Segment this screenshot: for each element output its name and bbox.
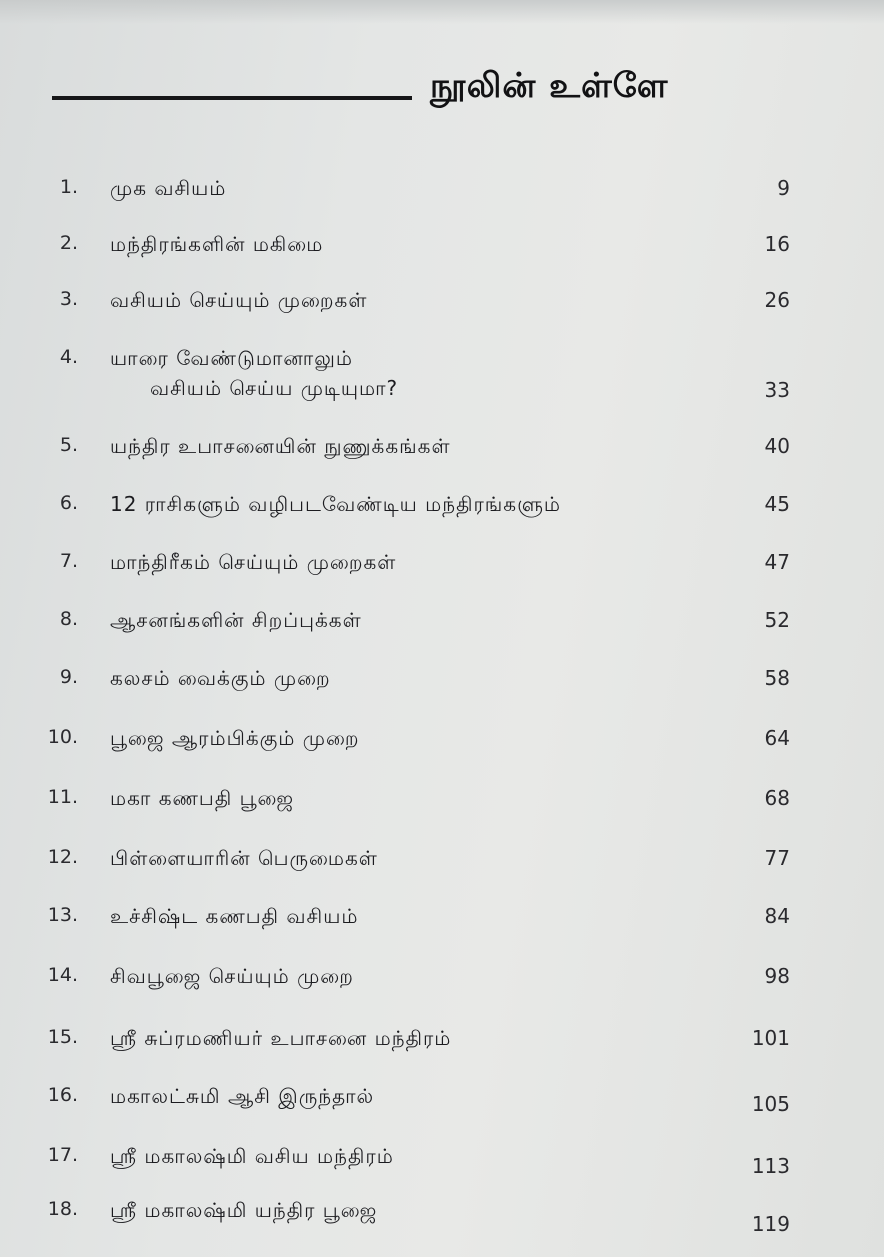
entry-title: யாரை வேண்டுமானாலும் — [110, 346, 353, 370]
toc-entry — [0, 550, 884, 590]
entry-page: 40 — [764, 434, 790, 458]
entry-title: ஸ்ரீ மகாலஷ்மி யந்திர பூஜை — [110, 1198, 378, 1222]
toc-entry — [0, 232, 884, 272]
entry-title: பூஜை ஆரம்பிக்கும் முறை — [110, 726, 360, 750]
toc-entry — [0, 666, 884, 706]
entry-number: 14. — [47, 964, 78, 986]
toc-entry — [0, 846, 884, 886]
entry-title: ஸ்ரீ சுப்ரமணியர் உபாசனை மந்திரம் — [110, 1026, 452, 1050]
entry-number: 8. — [59, 608, 78, 630]
entry-title: 12 ராசிகளும் வழிபடவேண்டிய மந்திரங்களும் — [110, 492, 561, 516]
entry-number: 11. — [47, 786, 78, 808]
entry-number: 9. — [59, 666, 78, 688]
entry-page: 68 — [764, 786, 790, 810]
page-title: நூலின் உள்ளே — [430, 66, 669, 106]
entry-page: 64 — [764, 726, 790, 750]
entry-title: பிள்ளையாரின் பெருமைகள் — [110, 846, 378, 870]
entry-number: 16. — [47, 1084, 78, 1106]
toc-entry — [0, 434, 884, 474]
entry-number: 18. — [47, 1198, 78, 1220]
toc-entry — [0, 346, 884, 410]
entry-page: 84 — [764, 904, 790, 928]
entry-page: 45 — [764, 492, 790, 516]
entry-title: சிவபூஜை செய்யும் முறை — [110, 964, 354, 988]
entry-number: 5. — [59, 434, 78, 456]
toc-entry — [0, 786, 884, 826]
toc-entry — [0, 726, 884, 766]
entry-page: 33 — [764, 378, 790, 402]
entry-number: 10. — [47, 726, 78, 748]
entry-title-line2: வசியம் செய்ய முடியுமா? — [150, 376, 399, 400]
entry-page: 105 — [751, 1092, 790, 1116]
entry-page: 119 — [751, 1212, 790, 1236]
toc-entry — [0, 176, 884, 216]
toc-entry — [0, 492, 884, 532]
toc-entry — [0, 288, 884, 328]
page-edge-shadow — [0, 0, 884, 24]
entry-number: 7. — [59, 550, 78, 572]
heading-rule — [52, 96, 412, 100]
entry-title: ஸ்ரீ மகாலஷ்மி வசிய மந்திரம் — [110, 1144, 394, 1168]
entry-title: முக வசியம் — [110, 176, 227, 200]
entry-page: 77 — [764, 846, 790, 870]
entry-title: ஆசனங்களின் சிறப்புக்கள் — [110, 608, 362, 632]
entry-number: 4. — [59, 346, 78, 368]
entry-page: 16 — [764, 232, 790, 256]
entry-title: மந்திரங்களின் மகிமை — [110, 232, 324, 256]
entry-number: 6. — [59, 492, 78, 514]
entry-title: மகாலட்சுமி ஆசி இருந்தால் — [110, 1084, 375, 1108]
toc-entry — [0, 1084, 884, 1124]
toc-entry — [0, 1026, 884, 1066]
entry-page: 9 — [777, 176, 790, 200]
toc-entry — [0, 904, 884, 944]
toc-entry — [0, 1144, 884, 1184]
entry-number: 12. — [47, 846, 78, 868]
entry-number: 1. — [59, 176, 78, 198]
entry-page: 47 — [764, 550, 790, 574]
entry-title: மகா கணபதி பூஜை — [110, 786, 295, 810]
entry-page: 113 — [751, 1154, 790, 1178]
toc-entry — [0, 608, 884, 648]
toc-entry — [0, 1198, 884, 1238]
entry-page: 58 — [764, 666, 790, 690]
entry-number: 15. — [47, 1026, 78, 1048]
entry-title: கலசம் வைக்கும் முறை — [110, 666, 331, 690]
entry-page: 101 — [751, 1026, 790, 1050]
entry-number: 13. — [47, 904, 78, 926]
entry-title: வசியம் செய்யும் முறைகள் — [110, 288, 368, 312]
entry-title: மாந்திரீகம் செய்யும் முறைகள் — [110, 550, 397, 574]
entry-title: யந்திர உபாசனையின் நுணுக்கங்கள் — [110, 434, 451, 458]
entry-number: 2. — [59, 232, 78, 254]
entry-title: உச்சிஷ்ட கணபதி வசியம் — [110, 904, 359, 928]
entry-page: 52 — [764, 608, 790, 632]
entry-number: 3. — [59, 288, 78, 310]
toc-entry — [0, 964, 884, 1004]
entry-page: 98 — [764, 964, 790, 988]
entry-page: 26 — [764, 288, 790, 312]
entry-number: 17. — [47, 1144, 78, 1166]
